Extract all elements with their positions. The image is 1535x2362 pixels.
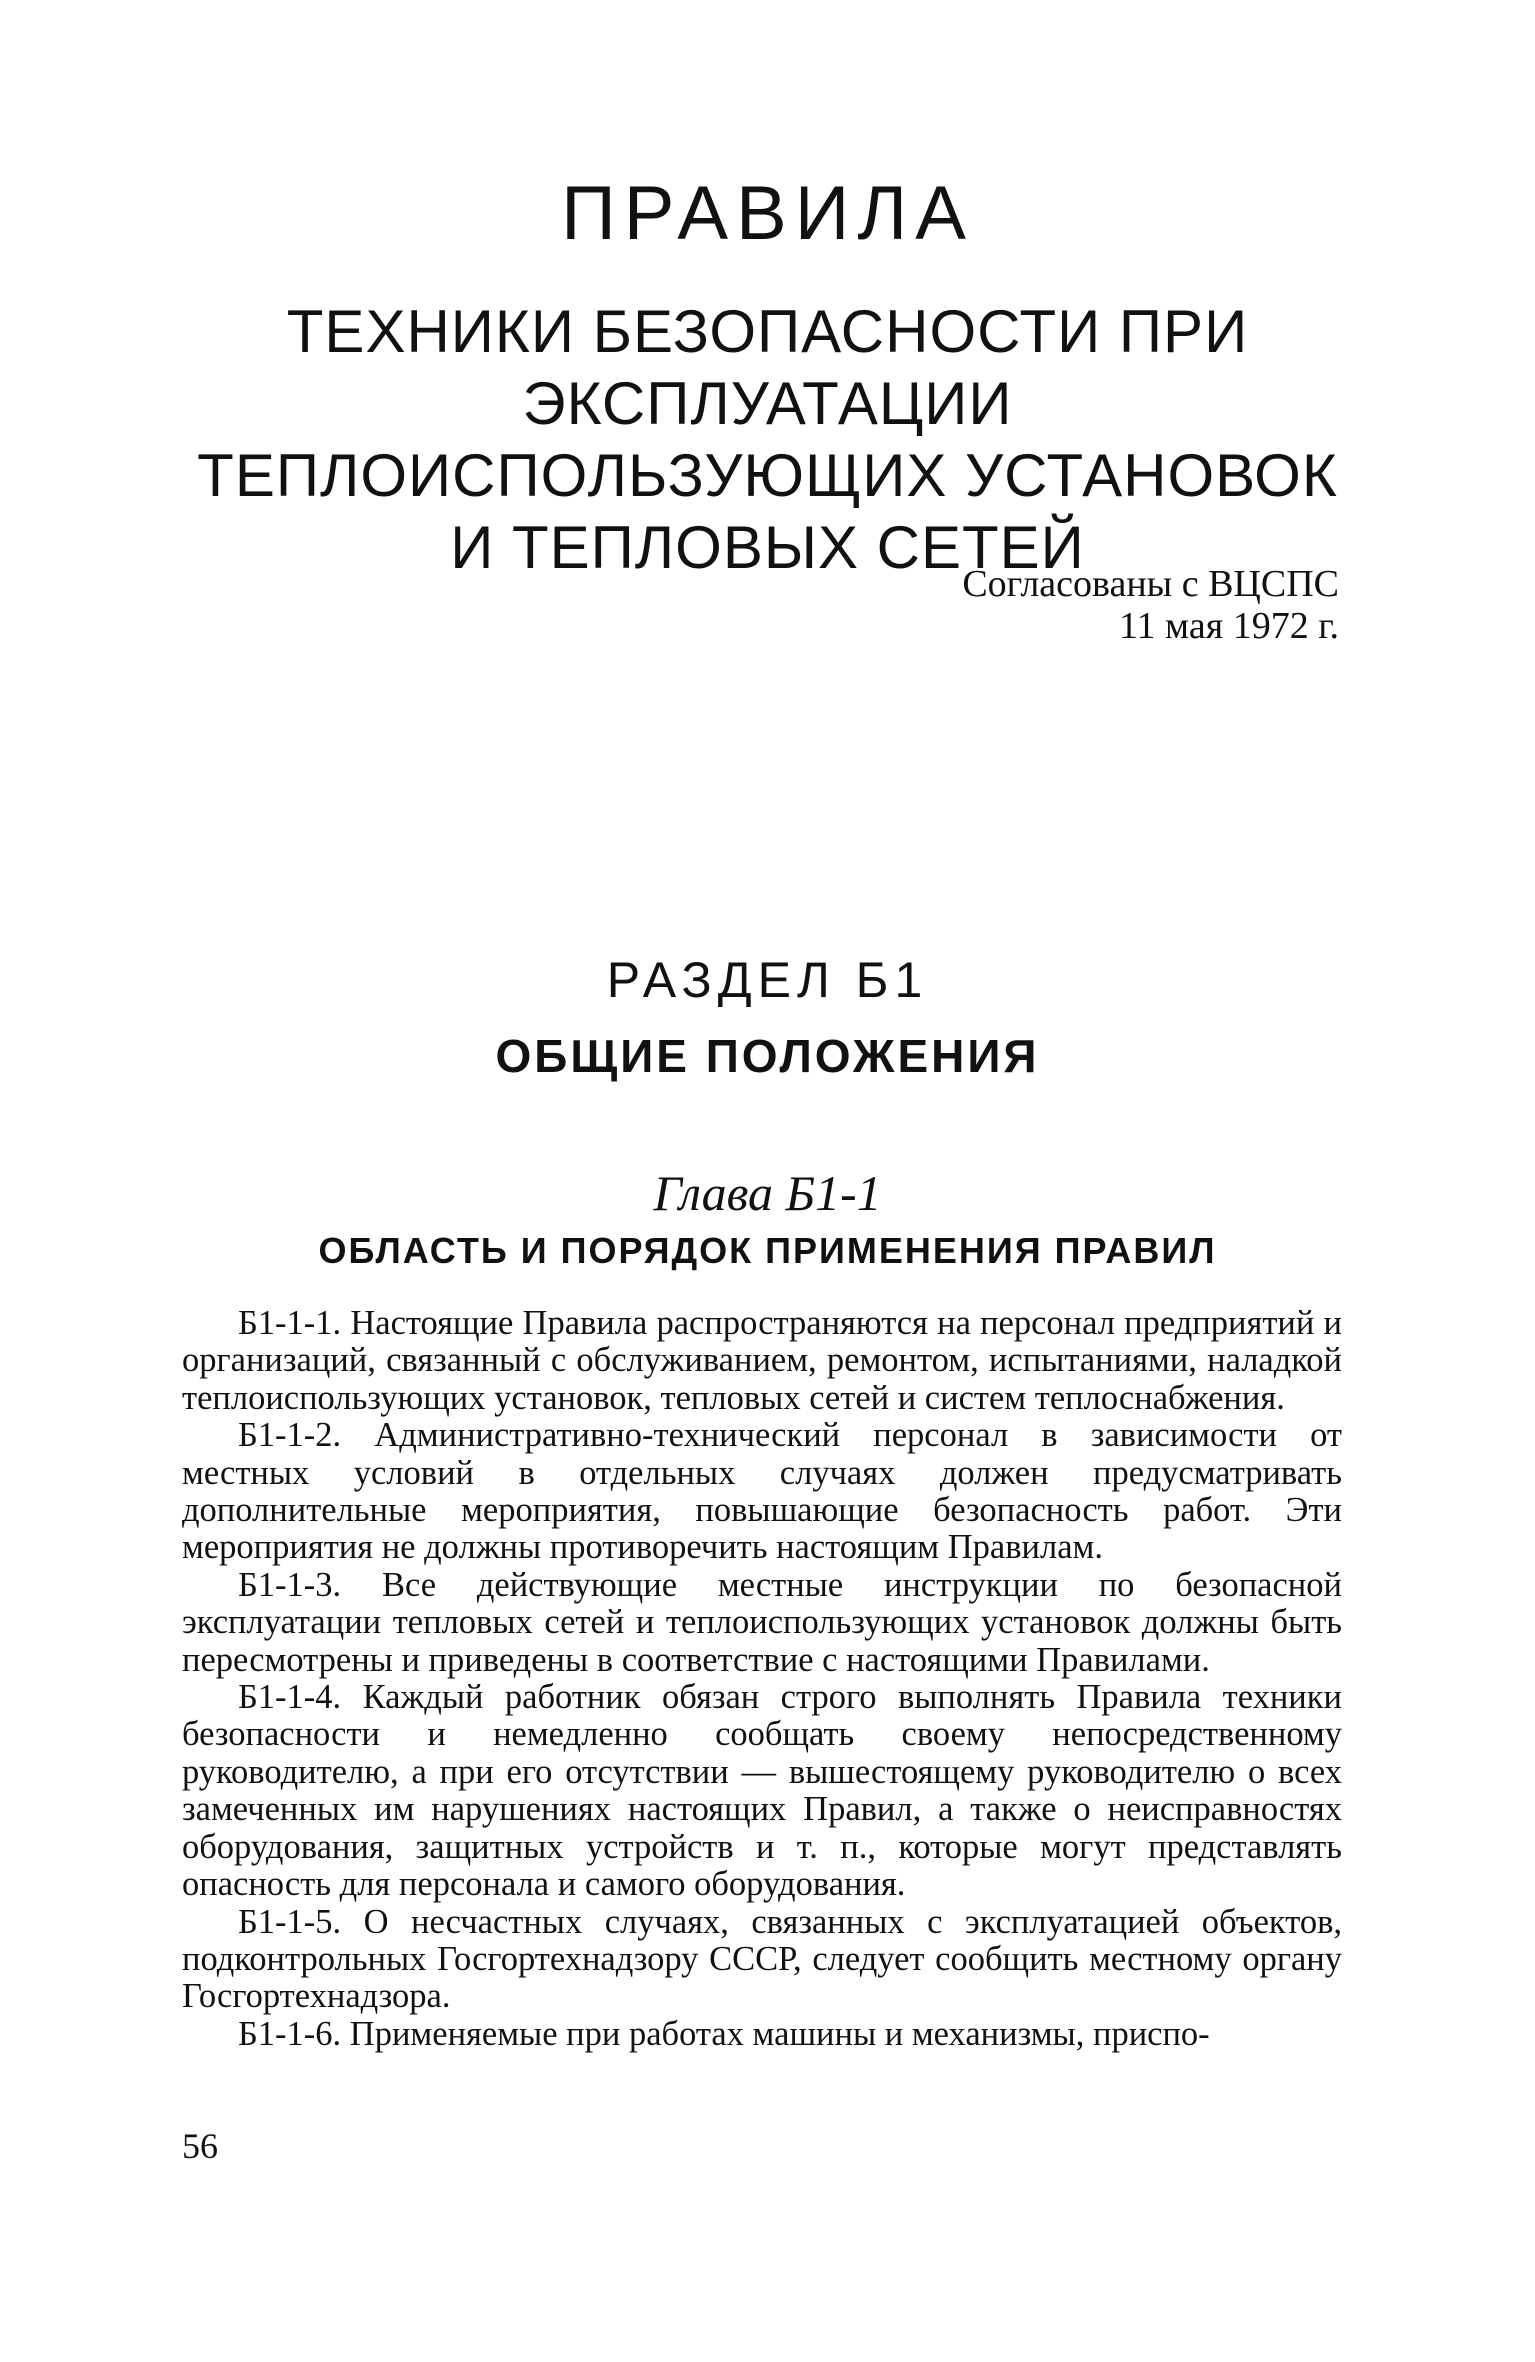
subtitle-line: И ТЕПЛОВЫХ СЕТЕЙ [450,514,1085,581]
paragraph-text: О несчастных случаях, связанных с эксплуатацией объектов, подконтрольных Госгортехнадзору СССР, следует сообщить местному органу Госгортехнадзора. [182,1902,1342,2016]
paragraph-text: Административно-технический персонал в зависимости от местных условий в отдельных случаях должен предусматривать дополнительные мероприятия, повышающие безопасность работ. Эти мероприятия не должны противоречить настоящим Правилам. [182,1416,1342,1567]
paragraph-text: Применяемые при работах машины и механизмы, приспо- [341,2014,1210,2053]
paragraph-number: Б1-1-3. [238,1565,342,1604]
subtitle-line: ТЕХНИКИ БЕЗОПАСНОСТИ ПРИ [286,298,1249,365]
approval-line: Согласованы с ВЦСПС [962,563,1339,605]
paragraph-number: Б1-1-5. [238,1902,342,1941]
document-subtitle [0,296,1535,584]
chapter-label: Глава Б1-1 [653,1165,882,1221]
paragraph-number: Б1-1-4. [238,1678,342,1717]
paragraph-text: Все действующие местные инструкции по безопасной эксплуатации тепловых сетей и теплоиспользующих установок должны быть пересмотрены и приведены в соответствие с настоящими Правилами. [182,1565,1342,1679]
paragraph [182,1417,1342,1567]
paragraph-number: Б1-1-6. [238,2014,342,2053]
chapter-title: ОБЛАСТЬ И ПОРЯДОК ПРИМЕНЕНИЯ ПРАВИЛ [318,1230,1217,1271]
paragraph [182,1904,1342,2016]
section-title: ОБЩИЕ ПОЛОЖЕНИЯ [495,1030,1040,1082]
paragraph-text: Настоящие Правила распространяются на персонал предприятий и организаций, связанный с обслуживанием, ремонтом, испытаниями, наладкой теплоиспользующих установок, тепловых сетей и систем теплоснабжения. [182,1304,1342,1417]
paragraph [182,2016,1342,2053]
paragraph-number: Б1-1-2. [238,1416,342,1455]
page-number: 56 [182,2126,218,2166]
body-text [182,1305,1342,2053]
section-label: РАЗДЕЛ Б1 [606,952,929,1008]
subtitle-line: ТЕПЛОИСПОЛЬЗУЮЩИХ УСТАНОВОК [197,442,1338,509]
paragraph-number: Б1-1-1. [238,1304,342,1342]
paragraph [182,1567,1342,1679]
approval-note [839,563,1339,647]
approval-date: 11 мая 1972 г. [1118,605,1339,647]
paragraph-text: Каждый работник обязан строго выполнять Правила техники безопасности и немедленно сообщать своему непосредственному руководителю, а при его отсутствии — вышестоящему руководителю о всех замеченных им нарушениях настоящих Правил, а также о неисправностях оборудования, защитных устройств и т. п., которые могут представлять опасность для персонала и самого оборудования. [182,1678,1342,1904]
paragraph [182,1305,1342,1417]
paragraph [182,1679,1342,1903]
document-title: ПРАВИЛА [561,171,974,256]
subtitle-line: ЭКСПЛУАТАЦИИ [522,370,1013,437]
